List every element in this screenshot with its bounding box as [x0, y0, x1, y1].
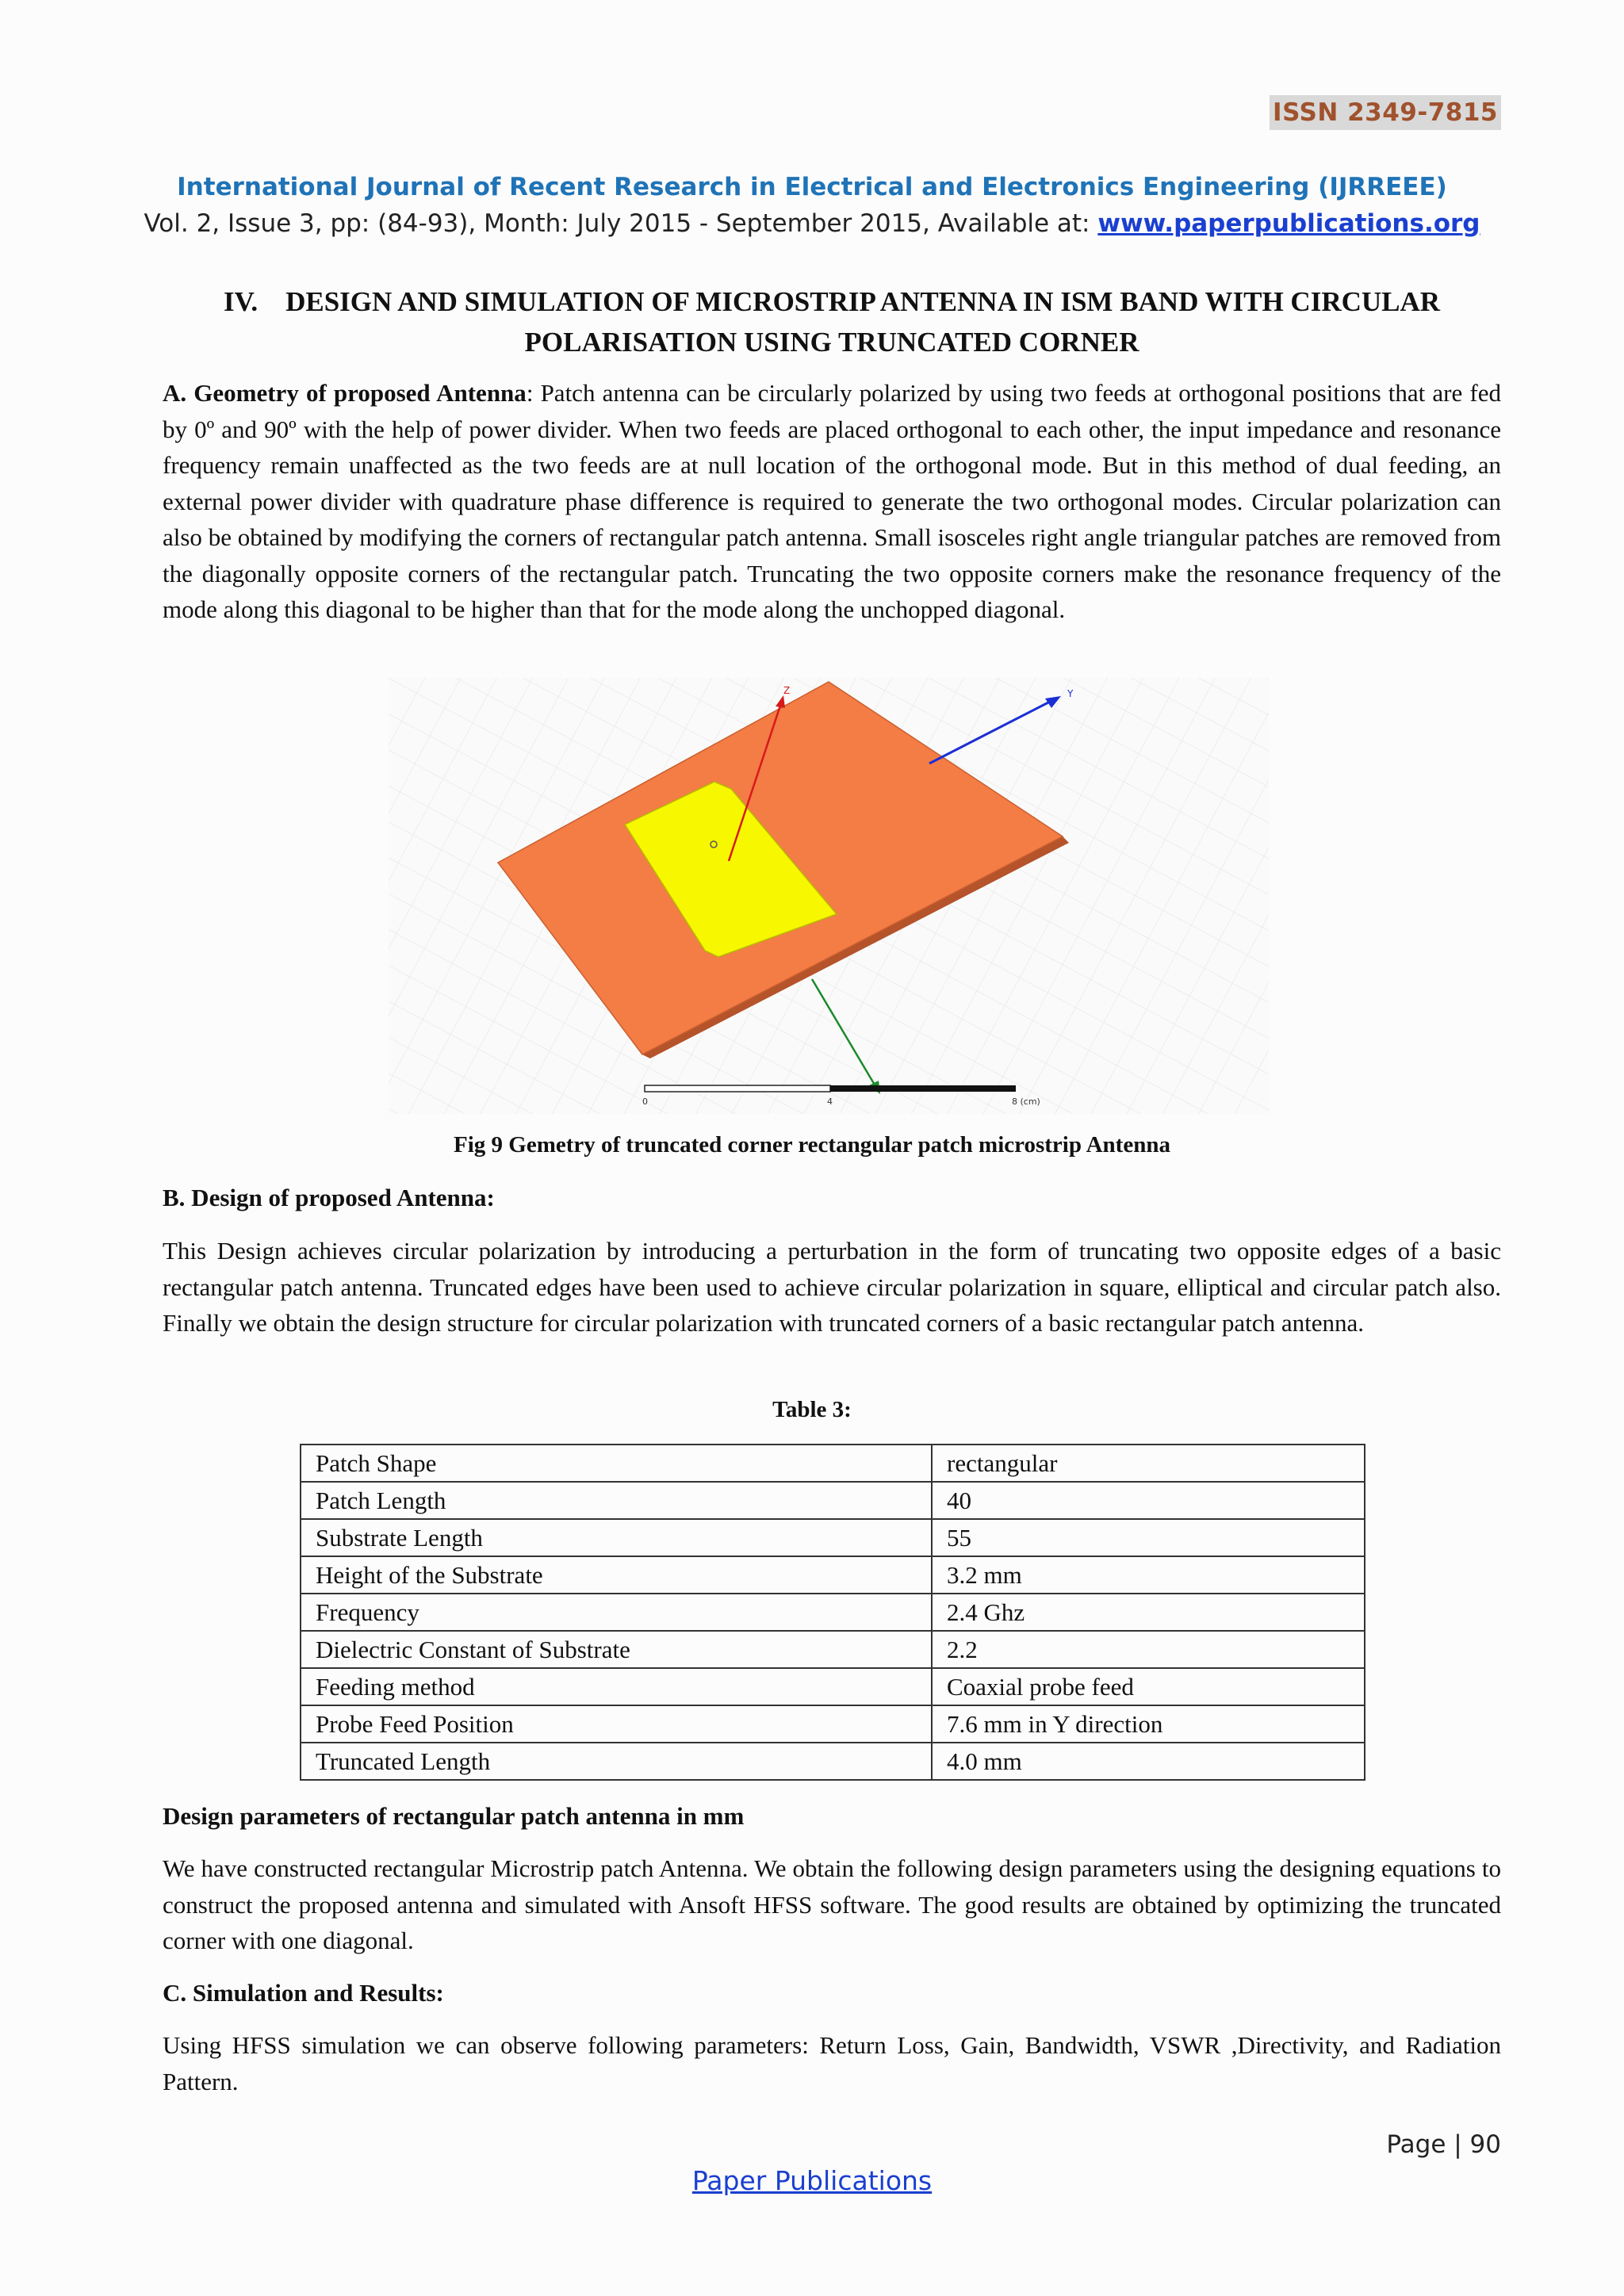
parameter-value-cell: 55 — [932, 1519, 1365, 1556]
parameter-name-cell: Height of the Substrate — [301, 1556, 932, 1594]
parameter-name-cell: Frequency — [301, 1594, 932, 1631]
scale-label-4: 4 — [827, 1096, 833, 1107]
table-row — [301, 1705, 1365, 1743]
parameter-value-cell: rectangular — [932, 1445, 1365, 1482]
antenna-figure — [389, 678, 1269, 1114]
page-number: Page | 90 — [1386, 2130, 1501, 2159]
parameter-value-cell: 2.2 — [932, 1631, 1365, 1668]
geometry-heading: A. Geometry of proposed Antenna — [163, 379, 527, 407]
table-note: Design parameters of rectangular patch antenna in mm — [163, 1802, 745, 1830]
antenna-geometry-image — [389, 678, 1269, 1114]
table-row — [301, 1743, 1365, 1780]
parameter-value-cell: 40 — [932, 1482, 1365, 1519]
design-heading: B. Design of proposed Antenna: — [163, 1184, 495, 1211]
geometry-text: : Patch antenna can be circularly polarized by using two feeds at orthogonal positions that are fed by 0º and 90º with the help of power divider. When two feeds are placed orthogonal to each other, the input impedance and resonance frequency remain unaffected as the two feeds are at null location of the orthogonal mode. But in this method of dual feeding, an external power divider with quadrature phase difference is required to generate the two orthogonal modes. Circular polarization can also be obtained by modifying the corners of rectangular patch antenna. Small isosceles right angle triangular patches are removed from the diagonally opposite corners of the rectangular patch. Truncating the two opposite corners make the resonance frequency of the mode along this diagonal to be higher than that for the mode along the unchopped diagonal. — [163, 379, 1501, 623]
table-row — [301, 1594, 1365, 1631]
simulation-heading: C. Simulation and Results: — [163, 1979, 444, 2007]
table-row — [301, 1482, 1365, 1519]
table-caption: Table 3: — [772, 1397, 852, 1422]
section-title-line2: POLARISATION USING TRUNCATED CORNER — [524, 327, 1139, 358]
table-row — [301, 1631, 1365, 1668]
geometry-paragraph — [163, 375, 1501, 628]
volume-line — [0, 209, 1624, 238]
parameter-value-cell: 7.6 mm in Y direction — [932, 1705, 1365, 1743]
parameter-name-cell: Truncated Length — [301, 1743, 932, 1780]
table-row — [301, 1668, 1365, 1705]
parameter-name-cell: Dielectric Constant of Substrate — [301, 1631, 932, 1668]
parameter-name-cell: Patch Length — [301, 1482, 932, 1519]
scale-label-0: 0 — [642, 1096, 648, 1107]
journal-title: International Journal of Recent Research in Electrical and Electronics Engineering (IJRREEE) — [177, 173, 1447, 201]
parameter-name-cell: Substrate Length — [301, 1519, 932, 1556]
parameter-value-cell: 4.0 mm — [932, 1743, 1365, 1780]
parameter-name-cell: Probe Feed Position — [301, 1705, 932, 1743]
publisher-link[interactable]: Paper Publications — [691, 2165, 933, 2196]
design-paragraph: This Design achieves circular polarization by introducing a perturbation in the form of truncating two opposite edges of a basic rectangular patch antenna. Truncated edges have been used to achieve circular polarization in square, elliptical and circular patch also. Finally we obtain the design structure for circular polarization with truncated corners of a basic rectangular patch antenna. — [163, 1237, 1501, 1337]
scale-bar-black — [830, 1085, 1016, 1092]
journal-url-link[interactable]: www.paperpublications.org — [1097, 209, 1480, 238]
parameter-value-cell: 2.4 Ghz — [932, 1594, 1365, 1631]
section-title-line1: IV. DESIGN AND SIMULATION OF MICROSTRIP ANTENNA IN ISM BAND WITH CIRCULAR — [223, 286, 1441, 317]
scale-label-8: 8 (cm) — [1012, 1096, 1040, 1107]
parameter-name-cell: Patch Shape — [301, 1445, 932, 1482]
simulation-paragraph: Using HFSS simulation we can observe following parameters: Return Loss, Gain, Bandwidth, VSWR ,Directivity, and Radiation Pattern. — [163, 2031, 1501, 2095]
table-row — [301, 1556, 1365, 1594]
scale-bar-white — [645, 1085, 830, 1092]
volume-text: Vol. 2, Issue 3, pp: (84-93), Month: July 2015 - September 2015, Available at: — [144, 209, 1098, 238]
z-axis-label: Z — [783, 685, 791, 696]
parameter-value-cell: 3.2 mm — [932, 1556, 1365, 1594]
y-axis-label: Y — [1067, 688, 1074, 699]
table-row — [301, 1445, 1365, 1482]
issn-label: ISSN 2349-7815 — [1270, 95, 1501, 130]
design-parameters-table — [300, 1444, 1365, 1781]
design-results-paragraph: We have constructed rectangular Microstrip patch Antenna. We obtain the following design parameters using the designing equations to construct the proposed antenna and simulated with Ansoft HFSS software. The good results are obtained by optimizing the truncated corner with one diagonal. — [163, 1854, 1501, 1954]
figure-caption: Fig 9 Gemetry of truncated corner rectangular patch microstrip Antenna — [454, 1132, 1170, 1158]
section-title — [163, 281, 1501, 362]
parameter-value-cell: Coaxial probe feed — [932, 1668, 1365, 1705]
parameter-name-cell: Feeding method — [301, 1668, 932, 1705]
table-row — [301, 1519, 1365, 1556]
